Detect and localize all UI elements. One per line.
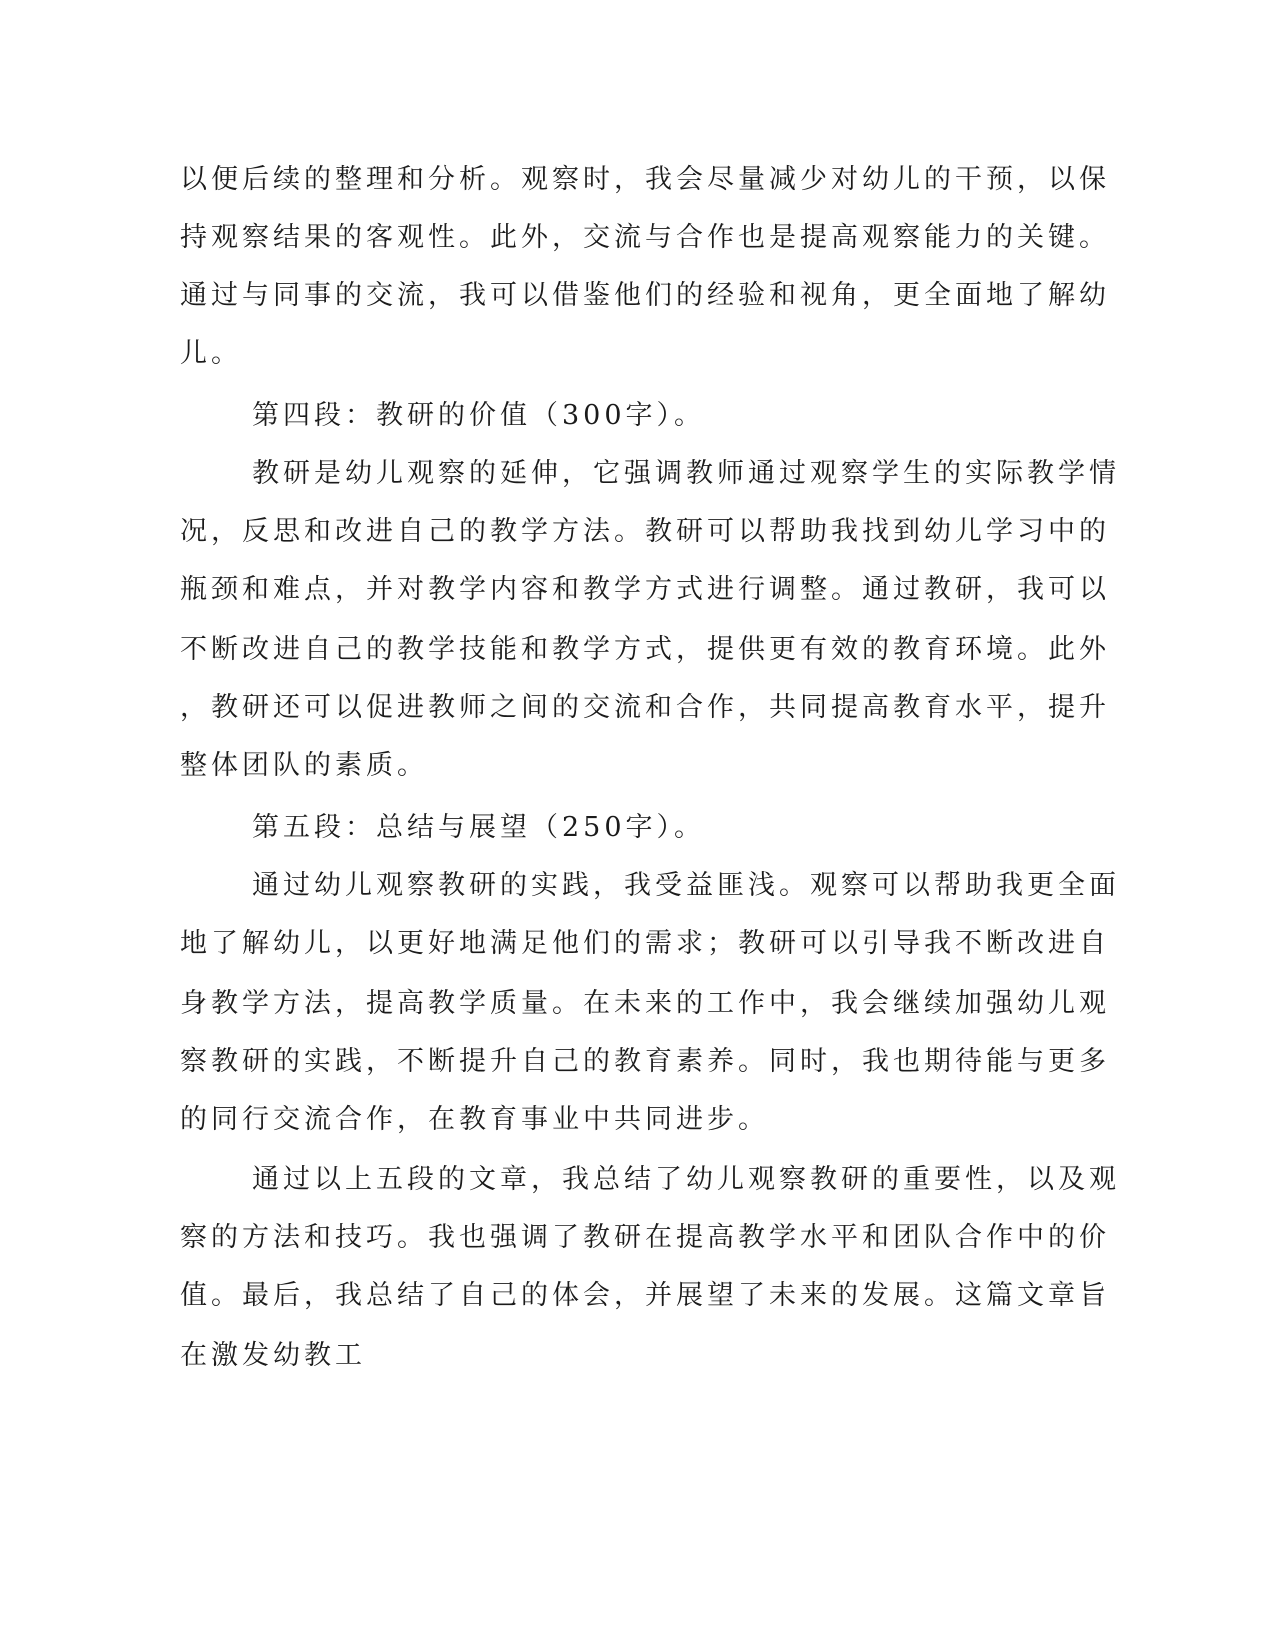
paragraph-first-line: 通过以上五段的文章，我总结了幼儿观察教研的重要性，以及观 bbox=[252, 1164, 1120, 1195]
section-heading-4: 第四段：教研的价值（300字）。 bbox=[252, 400, 706, 431]
text-line: 不断改进自己的教学技能和教学方式，提供更有效的教育环境。此外 bbox=[180, 634, 1110, 665]
text-line: 身教学方法，提高教学质量。在未来的工作中，我会继续加强幼儿观 bbox=[180, 988, 1110, 1019]
text-line: 以便后续的整理和分析。观察时，我会尽量减少对幼儿的干预，以保 bbox=[180, 164, 1110, 195]
text-line: 持观察结果的客观性。此外，交流与合作也是提高观察能力的关键。 bbox=[180, 222, 1110, 253]
text-line: ，教研还可以促进教师之间的交流和合作，共同提高教育水平，提升 bbox=[180, 692, 1110, 723]
text-line: 的同行交流合作，在教育事业中共同进步。 bbox=[180, 1104, 769, 1135]
text-line: 瓶颈和难点，并对教学内容和教学方式进行调整。通过教研，我可以 bbox=[180, 574, 1110, 605]
text-line: 察的方法和技巧。我也强调了教研在提高教学水平和团队合作中的价 bbox=[180, 1222, 1110, 1253]
text-line: 儿。 bbox=[180, 338, 242, 369]
text-line: 察教研的实践，不断提升自己的教育素养。同时，我也期待能与更多 bbox=[180, 1046, 1110, 1077]
paragraph-first-line: 通过幼儿观察教研的实践，我受益匪浅。观察可以帮助我更全面 bbox=[252, 870, 1120, 901]
text-line: 地了解幼儿，以更好地满足他们的需求；教研可以引导我不断改进自 bbox=[180, 928, 1110, 959]
text-line: 通过与同事的交流，我可以借鉴他们的经验和视角，更全面地了解幼 bbox=[180, 280, 1110, 311]
paragraph-first-line: 教研是幼儿观察的延伸，它强调教师通过观察学生的实际教学情 bbox=[252, 458, 1120, 489]
text-line: 况，反思和改进自己的教学方法。教研可以帮助我找到幼儿学习中的 bbox=[180, 516, 1110, 547]
text-line: 在激发幼教工 bbox=[180, 1340, 366, 1371]
section-heading-5: 第五段：总结与展望（250字）。 bbox=[252, 812, 706, 843]
text-line: 整体团队的素质。 bbox=[180, 750, 428, 781]
text-line: 值。最后，我总结了自己的体会，并展望了未来的发展。这篇文章旨 bbox=[180, 1280, 1110, 1311]
